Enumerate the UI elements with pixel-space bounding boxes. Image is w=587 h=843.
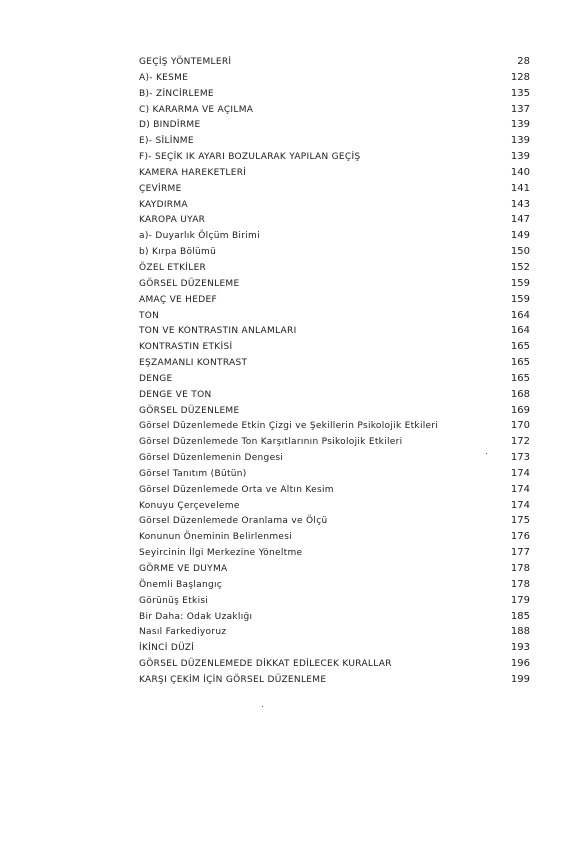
toc-entry xyxy=(139,405,530,421)
toc-entry-title: Görsel Düzenlemenin Dengesi xyxy=(139,453,284,464)
toc-entry-title: F)- SEÇİK IK AYARI BOZULARAK YAPILAN GEÇİŞ xyxy=(139,152,361,163)
toc-entry-page: 178 xyxy=(510,563,530,574)
toc-entry xyxy=(139,515,530,531)
toc-entry xyxy=(139,56,530,72)
toc-entry-title: DENGE xyxy=(139,373,173,384)
toc-entry-title: C) KARARMA VE AÇILMA xyxy=(139,104,254,115)
toc-entry xyxy=(139,310,530,326)
toc-entry-title: Konunun Öneminin Belirlenmesi xyxy=(139,532,293,543)
toc-entry xyxy=(139,341,530,357)
toc-entry xyxy=(139,642,530,658)
toc-entry xyxy=(139,531,530,547)
toc-entry-title: KAYDIRMA xyxy=(139,199,188,210)
toc-entry-title: Görsel Düzenlemede Oranlama ve Ölçü xyxy=(139,516,328,527)
toc-entry-title: KAMERA HAREKETLERİ xyxy=(139,167,247,178)
toc-entry xyxy=(139,611,530,627)
toc-entry-title: a)- Duyarlık Ölçüm Birimi xyxy=(139,231,260,242)
toc-entry-page: 141 xyxy=(510,182,530,194)
toc-entry-title: Görsel Düzenlemede Etkin Çizgi ve Şekillerin Psikolojik Etkileri xyxy=(139,421,439,432)
toc-entry-page: 170 xyxy=(510,420,530,432)
toc-entry-page: 164 xyxy=(510,309,530,321)
toc-entry-title: Nasıl Farkediyoruz xyxy=(139,627,227,638)
toc-entry xyxy=(139,468,530,484)
toc-entry-page: 143 xyxy=(510,198,530,210)
toc-entry-title: Görsel Düzenlemede Ton Karşıtlarının Psikolojik Etkileri xyxy=(139,437,403,448)
toc-entry xyxy=(139,72,530,88)
toc-entry-page: 175 xyxy=(510,515,530,527)
toc-entry xyxy=(139,246,530,262)
toc-entry-title: A)- KESME xyxy=(139,72,189,83)
toc-entry-page: 179 xyxy=(510,594,530,606)
toc-entry-page: 150 xyxy=(510,246,530,258)
toc-entry-page: 165 xyxy=(510,357,530,369)
toc-entry xyxy=(139,595,530,611)
toc-entry-title: D) BINDİRME xyxy=(139,120,201,131)
toc-entry xyxy=(139,167,530,183)
toc-entry xyxy=(139,278,530,294)
toc-entry-page: 165 xyxy=(510,372,530,384)
toc-entry xyxy=(139,88,530,104)
scan-speck xyxy=(486,453,487,454)
toc-entry-page: 165 xyxy=(510,341,530,353)
toc-entry-page: 172 xyxy=(510,436,530,448)
toc-entry xyxy=(139,452,530,468)
toc-entry xyxy=(139,484,530,500)
toc-entry-title: GÖRSEL DÜZENLEMEDE DİKKAT EDİLECEK KURALLAR xyxy=(139,659,392,670)
toc-entry xyxy=(139,547,530,563)
toc-entry xyxy=(139,500,530,516)
table-of-contents xyxy=(139,56,530,690)
toc-entry xyxy=(139,183,530,199)
toc-entry-title: ÖZEL ETKİLER xyxy=(139,262,207,273)
toc-entry-title: KAROPA UYAR xyxy=(139,215,206,226)
toc-entry xyxy=(139,294,530,310)
toc-entry-title: Görünüş Etkisi xyxy=(139,595,209,606)
toc-entry-page: 185 xyxy=(510,610,530,622)
toc-entry xyxy=(139,325,530,341)
toc-entry-title: ÇEVİRME xyxy=(139,183,182,194)
toc-entry xyxy=(139,563,530,579)
toc-entry-page: 152 xyxy=(510,261,530,273)
toc-entry xyxy=(139,214,530,230)
toc-entry xyxy=(139,135,530,151)
toc-entry xyxy=(139,119,530,135)
toc-entry-title: Görsel Düzenlemede Orta ve Altın Kesim xyxy=(139,484,334,495)
toc-entry-title: AMAÇ VE HEDEF xyxy=(139,294,217,305)
toc-entry-page: 147 xyxy=(510,214,530,226)
toc-entry xyxy=(139,579,530,595)
toc-entry-page: 128 xyxy=(510,71,530,83)
toc-entry-title: KARŞI ÇEKİM İÇİN GÖRSEL DÜZENLEME xyxy=(139,674,327,685)
toc-entry-page: 196 xyxy=(510,658,530,670)
toc-entry-page: 149 xyxy=(510,230,530,242)
toc-entry-title: Seyircinin İlgi Merkezine Yöneltme xyxy=(139,548,303,559)
toc-entry xyxy=(139,674,530,690)
toc-entry-title: EŞZAMANLI KONTRAST xyxy=(139,358,248,369)
scan-speck xyxy=(262,706,263,707)
toc-entry-page: 28 xyxy=(517,56,530,67)
toc-entry xyxy=(139,104,530,120)
toc-entry-page: 139 xyxy=(510,151,530,163)
toc-entry-title: GEÇİŞ YÖNTEMLERİ xyxy=(139,57,232,67)
toc-entry xyxy=(139,373,530,389)
toc-entry-page: 159 xyxy=(510,277,530,289)
toc-entry-title: Görsel Tanıtım (Bütün) xyxy=(139,468,247,479)
toc-entry-title: b) Kırpa Bölümü xyxy=(139,247,217,258)
toc-entry-page: 174 xyxy=(510,467,530,479)
toc-entry xyxy=(139,151,530,167)
toc-entry xyxy=(139,199,530,215)
toc-entry-page: 188 xyxy=(510,626,530,638)
toc-entry xyxy=(139,436,530,452)
toc-entry xyxy=(139,420,530,436)
toc-entry-page: 193 xyxy=(510,642,530,654)
toc-entry-page: 177 xyxy=(510,547,530,559)
toc-entry xyxy=(139,357,530,373)
toc-entry-page: 135 xyxy=(510,87,530,99)
toc-entry-page: 176 xyxy=(510,531,530,543)
toc-entry-title: İKİNCİ DÜZİ xyxy=(139,643,195,654)
toc-entry-page: 139 xyxy=(510,119,530,131)
toc-entry-page: 178 xyxy=(510,578,530,590)
toc-entry xyxy=(139,230,530,246)
toc-entry-title: GÖRSEL DÜZENLEME xyxy=(139,278,240,289)
toc-entry-title: KONTRASTIN ETKİSİ xyxy=(139,342,233,353)
toc-entry-page: 174 xyxy=(510,483,530,495)
toc-entry xyxy=(139,658,530,674)
toc-entry-page: 199 xyxy=(510,673,530,685)
toc-entry-title: GÖRME VE DUYMA xyxy=(139,564,228,574)
toc-entry-page: 164 xyxy=(510,325,530,337)
toc-entry-title: E)- SİLİNME xyxy=(139,136,194,147)
toc-entry-title: DENGE VE TON xyxy=(139,389,212,400)
toc-entry-title: Bir Daha: Odak Uzaklığı xyxy=(139,611,253,622)
toc-entry-page: 173 xyxy=(510,452,530,464)
toc-entry xyxy=(139,389,530,405)
toc-entry-title: TON VE KONTRASTIN ANLAMLARI xyxy=(139,326,297,337)
toc-entry-page: 139 xyxy=(510,135,530,147)
toc-entry xyxy=(139,262,530,278)
toc-entry xyxy=(139,626,530,642)
toc-entry-title: Konuyu Çerçeveleme xyxy=(139,500,240,511)
toc-entry-title: TON xyxy=(139,310,160,321)
toc-entry-page: 169 xyxy=(510,404,530,416)
toc-entry-page: 174 xyxy=(510,499,530,511)
toc-entry-page: 168 xyxy=(510,388,530,400)
toc-entry-title: Önemli Başlangıç xyxy=(139,579,223,590)
toc-entry-page: 137 xyxy=(510,103,530,115)
toc-entry-page: 140 xyxy=(510,166,530,178)
toc-entry-page: 159 xyxy=(510,293,530,305)
toc-entry-title: GÖRSEL DÜZENLEME xyxy=(139,405,240,416)
toc-entry-title: B)- ZİNCİRLEME xyxy=(139,88,214,99)
